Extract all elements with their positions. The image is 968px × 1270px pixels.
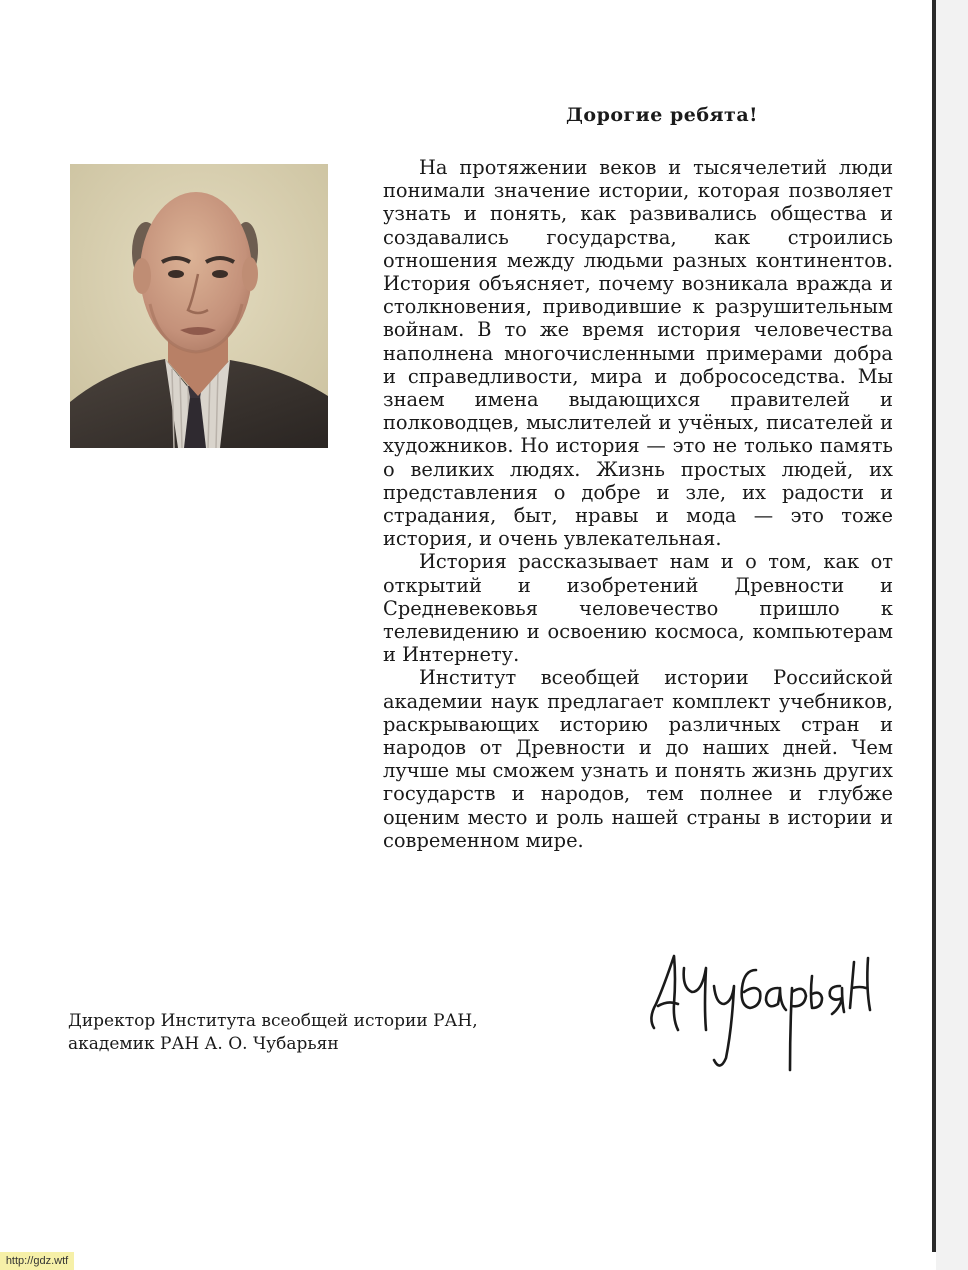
author-caption <box>68 1010 568 1056</box>
caption-title: Директор Института всеобщей истории РАН, <box>68 1011 478 1031</box>
paragraph-3: Институт всеобщей истории Российской академии наук предлагает комплект учебников, раскрывающих историю различных стран и народов от Древности и до наших дней. Чем лучше мы сможем узнать и понять жизнь других государств и народов, тем полнее и глубже оценим место и роль нашей страны в истории и современном мире. <box>383 666 893 852</box>
letter-body <box>383 156 893 852</box>
paragraph-1: На протяжении веков и тысячелетий люди понимали значение истории, которая позволяет узнать и понять, как развивались общества и создавались государства, как строились отношения между людьми разных континентов. История объясняет, почему возникала вражда и столкновения, приводившие к разрушительным войнам. В то же время история человечества наполнена многочисленными примерами добра и справедливости, мира и добрососедства. Мы знаем имена выдающихся правителей и полководцев, мыслителей и учёных, писателей и художников. Но история — это не только память о великих людях. Жизнь простых людей, их представления о добре и зле, их радости и страдания, быт, нравы и мода — это тоже история, и очень увлекательная. <box>383 156 893 551</box>
caption-name: академик РАН А. О. Чубарьян <box>68 1034 339 1054</box>
paragraph-2: История рассказывает нам и о том, как от открытий и изобретений Древности и Средневековья человечество пришло к телевидению и освоению космоса, компьютерам и Интернету. <box>383 550 893 667</box>
portrait-photo <box>70 164 328 448</box>
page-heading: Дорогие ребята! <box>566 104 758 126</box>
page-margin <box>936 0 968 1270</box>
watermark-url[interactable]: http://gdz.wtf <box>0 1252 74 1270</box>
handwritten-signature <box>640 948 880 1078</box>
portrait-image <box>70 164 328 448</box>
